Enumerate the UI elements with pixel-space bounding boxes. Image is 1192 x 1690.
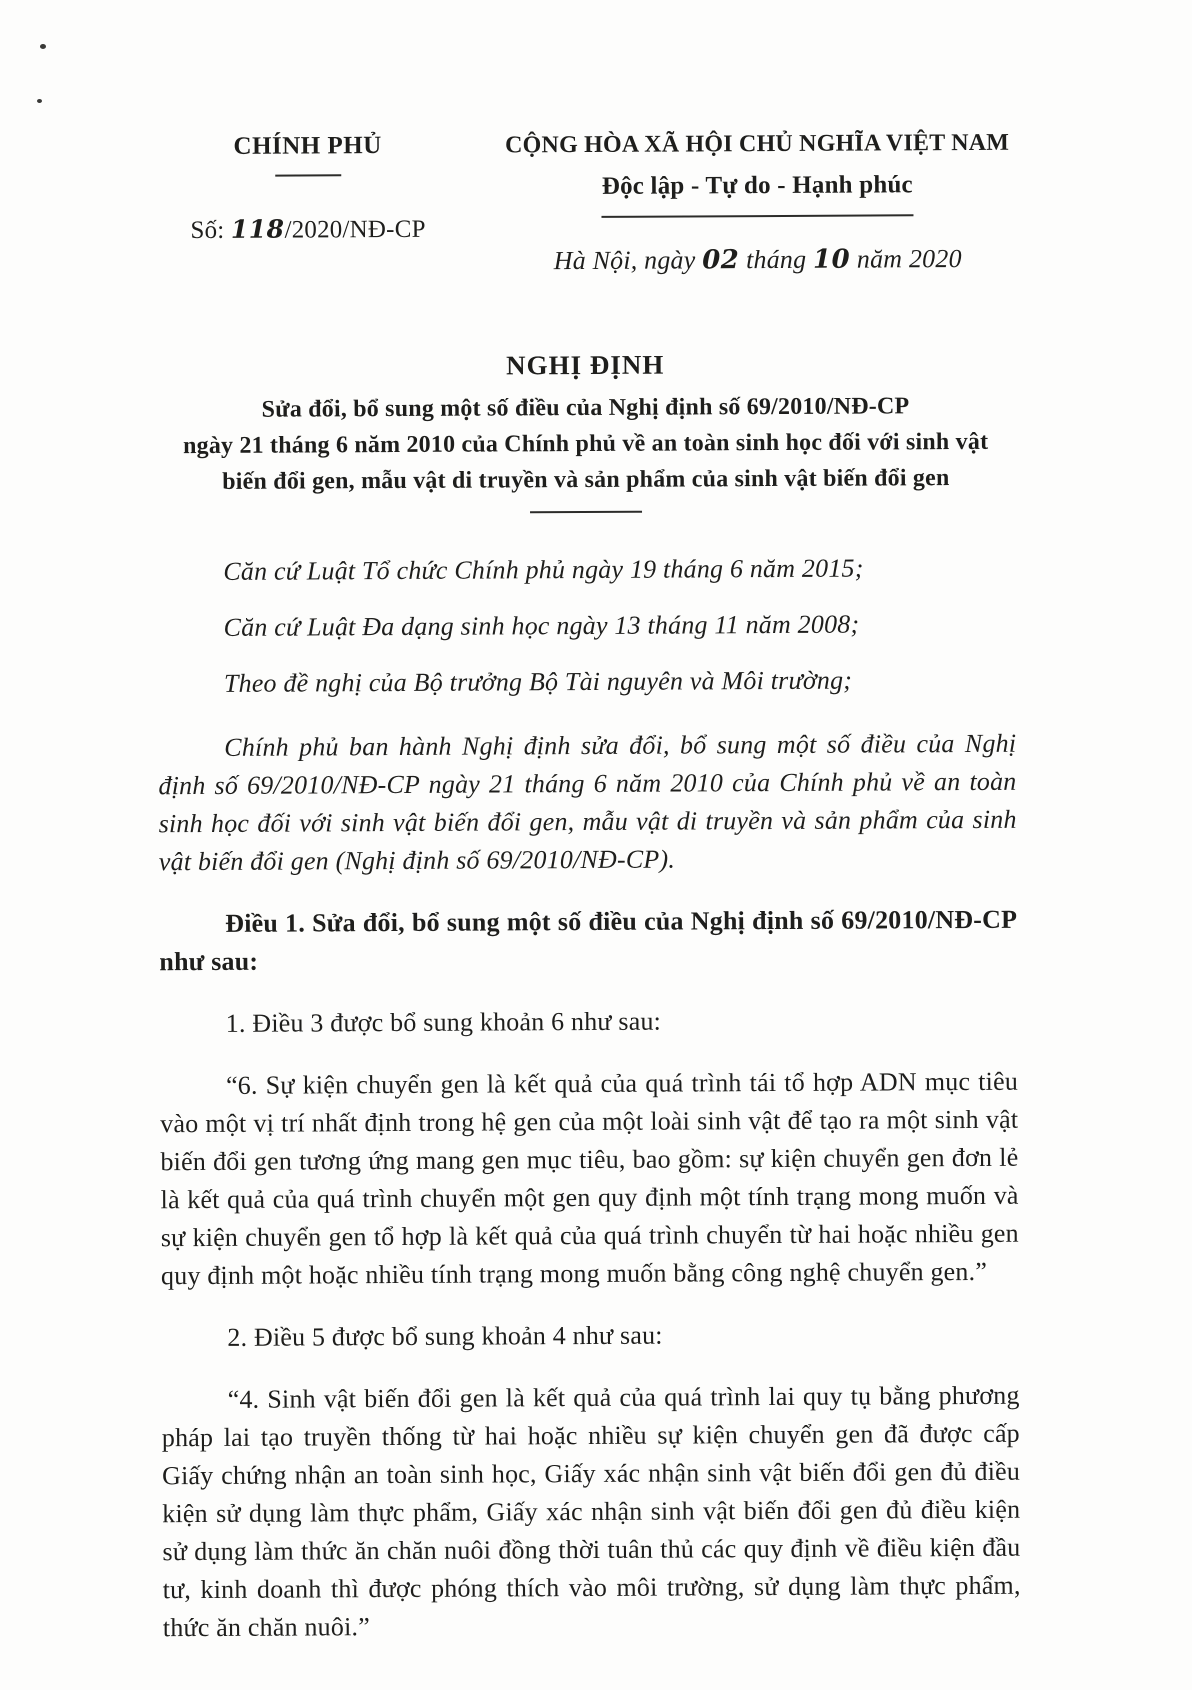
- article-1-item-1-quote: “6. Sự kiện chuyển gen là kết quả của quá trình tái tổ hợp ADN mục tiêu vào một vị trí nhất định trong hệ gen của một loài sinh vật để tạo ra một sinh vật biến đổi gen tương ứng mang gen mục tiêu, bao gồm: sự kiện chuyển gen đơn lẻ là kết quả của quá trình chuyển một gen quy định một tính trạng mong muốn và sự kiện chuyển gen tổ hợp là kết quả của quá trình chuyển từ hai hoặc nhiều gen quy định một hoặc nhiều tính trạng mong muốn bằng công nghệ chuyển gen.”: [160, 1066, 1019, 1291]
- document-kind: NGHỊ ĐỊNH: [506, 349, 665, 381]
- article-1-item-2-quote: “4. Sinh vật biến đổi gen là kết quả của quá trình lai quy tụ bằng phương pháp lai tạo truyền thống từ hai hoặc nhiều sự kiện chuyển gen đã được cấp Giấy chứng nhận an toàn sinh học, Giấy xác nhận sinh vật biến đổi gen đủ điều kiện sử dụng làm thực phẩm, Giấy xác nhận sinh vật biến đổi gen đủ điều kiện sử dụng làm thức ăn chăn nuôi đồng thời tuân thủ các quy định về điều kiện đầu tư, kinh doanh thì được phóng thích vào môi trường, sử dụng làm thực phẩm, thức ăn chăn nuôi.”: [161, 1380, 1021, 1643]
- national-title: CỘNG HÒA XÃ HỘI CHỦ NGHĨA VIỆT NAM: [505, 129, 1010, 159]
- document-title: [156, 388, 1015, 500]
- national-motto-block: [501, 124, 1014, 281]
- legal-citation: Căn cứ Luật Đa dạng sinh học ngày 13 tháng 11 năm 2008;: [223, 609, 860, 642]
- date-day-handwritten: 02: [702, 245, 740, 276]
- document-header: [155, 124, 1014, 282]
- document-content: [155, 124, 1021, 1647]
- preamble: [157, 549, 1016, 703]
- article-1-item-1-label: 1. Điều 3 được bổ sung khoản 6 như sau:: [225, 1006, 662, 1038]
- doc-number-suffix: /2020/NĐ-CP: [284, 215, 426, 244]
- agency-rule: [275, 174, 341, 176]
- title-rule: [530, 511, 642, 514]
- doc-number-handwritten: 118: [230, 214, 285, 244]
- agency-name: CHÍNH PHỦ: [233, 132, 382, 160]
- title-line: Sửa đổi, bổ sung một số điều của Nghị định số 69/2010/NĐ-CP: [261, 393, 910, 423]
- issuing-agency-block: [155, 127, 461, 251]
- doc-number-prefix: Số:: [190, 216, 231, 245]
- date-month-handwritten: 10: [812, 244, 851, 275]
- date-mid: tháng: [739, 244, 814, 275]
- legal-citation: Theo đề nghị của Bộ trưởng Bộ Tài nguyên và Môi trường;: [223, 665, 853, 698]
- title-line: biến đổi gen, mẫu vật di truyền và sản phẩm của sinh vật biến đổi gen: [222, 465, 950, 495]
- article-1-item-2-label: 2. Điều 5 được bổ sung khoản 4 như sau:: [227, 1320, 663, 1352]
- legal-citation: Căn cứ Luật Tổ chức Chính phủ ngày 19 tháng 6 năm 2015;: [223, 553, 864, 586]
- motto-line: Độc lập - Tự do - Hạnh phúc: [601, 171, 913, 200]
- scan-speck: [40, 44, 46, 49]
- document-number: [155, 210, 460, 251]
- place-and-date: [502, 240, 1014, 281]
- article-1-heading: Điều 1. Sửa đổi, bổ sung một số điều của Nghị định số 69/2010/NĐ-CP như sau:: [159, 904, 1018, 977]
- scan-speck: [37, 99, 42, 103]
- enactment-paragraph: Chính phủ ban hành Nghị định sửa đổi, bổ sung một số điều của Nghị định số 69/2010/NĐ-CP ngày 21 tháng 6 năm 2010 của Chính phủ về an toàn sinh học đối với sinh vật biến đổi gen, mẫu vật di truyền và sản phẩm của sinh vật biến đổi gen (Nghị định số 69/2010/NĐ-CP).: [158, 728, 1017, 877]
- date-prefix: Hà Nội, ngày: [553, 245, 703, 276]
- motto-rule: [601, 214, 913, 218]
- title-line: ngày 21 tháng 6 năm 2010 của Chính phủ về an toàn sinh học đối với sinh vật: [183, 428, 989, 460]
- date-suffix: năm 2020: [850, 244, 962, 274]
